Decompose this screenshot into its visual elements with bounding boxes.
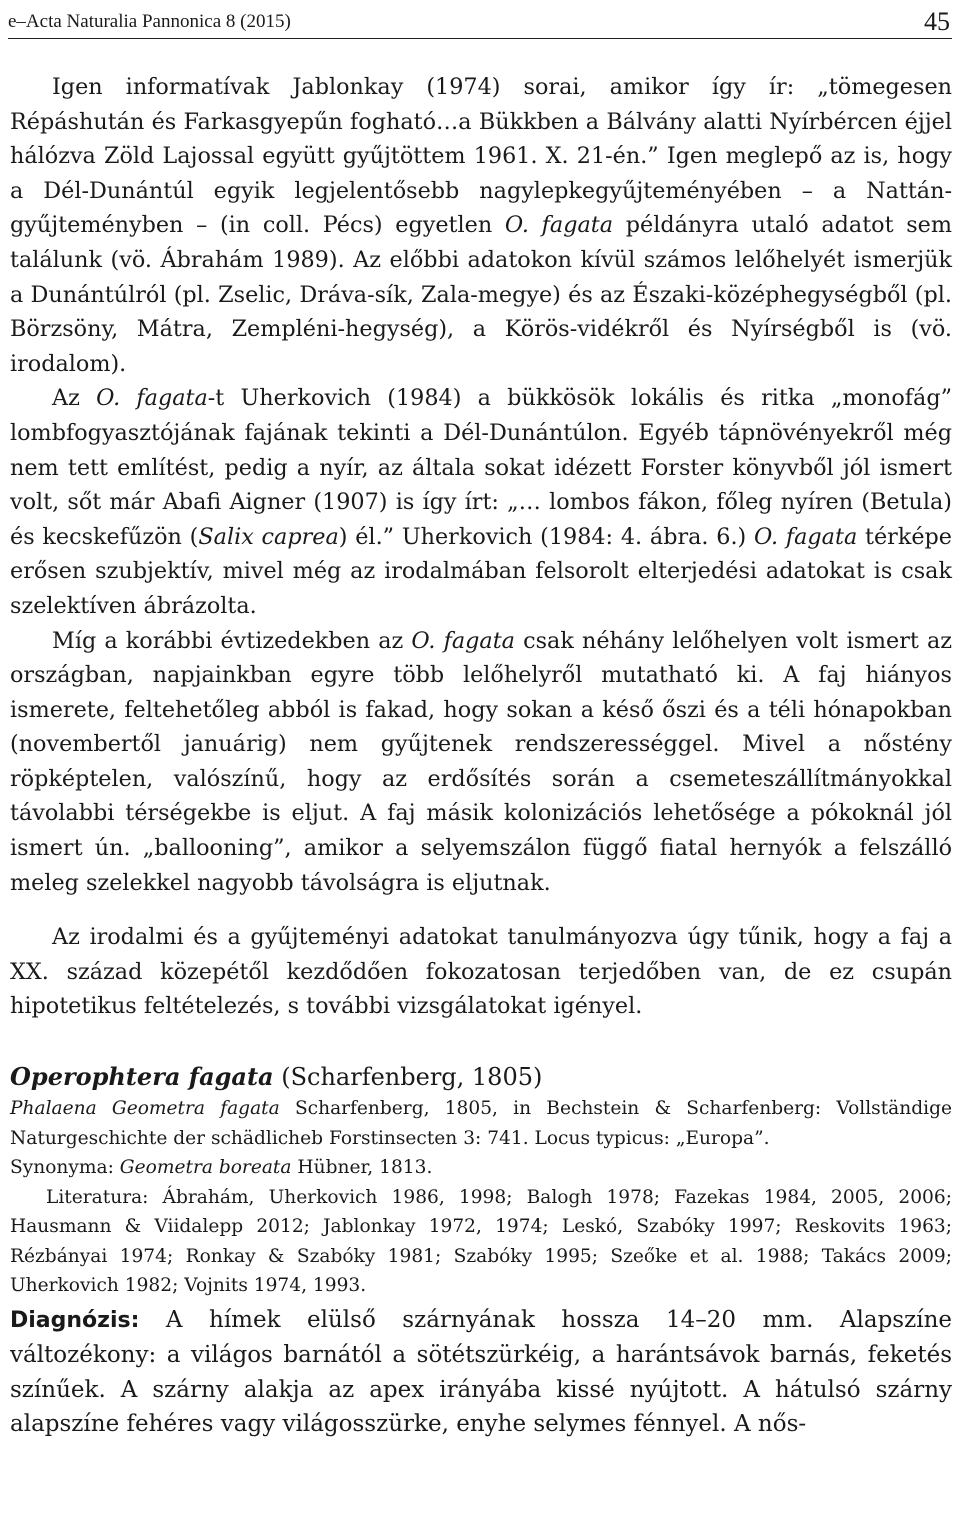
text-run: -t Uherkovich (1984) a bükkösök lokális és ritka „monofág” lombfogyasztójának fajának tekinti a Dél-Dunántúlon. Egyéb tápnövényekről még nem tett említést, pedig a nyír, az általa sokat idézett Forster könyvből jól ismert volt, sőt már Abafi Aigner (1907) is így írt: „… lombos fákon, főleg nyíren (Betula) és kecskefűzön (: [10, 385, 952, 550]
text-run: Az: [52, 385, 97, 412]
species-italic: O. fagata: [754, 523, 858, 550]
page-number: 45: [924, 7, 950, 36]
original-description: [10, 1094, 952, 1153]
synonym-italic: Geometra boreata: [119, 1157, 292, 1179]
text-run: csak néhány lelőhelyen volt ismert az országban, napjainkban egyre több lelőhelyről mutatható ki. A faj hiányos ismerete, feltehetőleg abból is fakad, hogy sokan a késő őszi és a téli hónapokban (novembertől januárig) nem gyűjtenek rendszerességgel. Mivel a nőstény röpképtelen, valószínű, hogy az erdősítés során a csemeteszállítmányokkal távolabbi térségekbe is eljut. A faj másik kolonizációs lehetősége a pókoknál jól ismert ún. „ballooning”, amikor a selyemszálon függő fiatal hernyók a felszálló meleg szelekkel nagyobb távolságra is eljutnak.: [10, 627, 953, 896]
paragraph-3: [10, 624, 952, 901]
article-body: [10, 70, 952, 1442]
text-run: Igen informatívak Jablonkay (1974) sorai, amikor így ír: „tömegesen Répáshután és Farkasgyepűn fogható…a Bükkben a Bálvány alatti Nyírbércen éjjel hálózva Zöld Lajossal együtt gyűjtöttem 1961. X. 21-én.” Igen meglepő az is, hogy a Dél-Dunántúl egyik legjelentősebb nagylepkegyűjteményében – a Nattán-gyűjteményben – (in coll. Pécs) egyetlen: [10, 74, 952, 239]
text-run: ) él.” Uherkovich (1984: 4. ábra. 6.): [338, 523, 755, 550]
paragraph-1: [10, 70, 952, 381]
paragraph-2: [10, 381, 952, 623]
synonyms: [10, 1153, 952, 1183]
diagnosis: [10, 1303, 952, 1442]
species-heading: [10, 1060, 952, 1094]
species-italic: O. fagata: [96, 385, 208, 412]
text-run: Az irodalmi és a gyűjteményi adatokat tanulmányozva úgy tűnik, hogy a faj a XX. század közepétől kezdődően fokozatosan terjedőben van, de ez csupán hipotetikus feltételezés, s további vizsgálatokat igényel.: [10, 924, 952, 1020]
text-run: térképe erősen szubjektív, mivel még az irodalmában felsorolt elterjedési adatokat is csak szelektíven ábrázolta.: [10, 523, 952, 619]
species-italic: O. fagata: [504, 212, 614, 239]
text-run: Hübner, 1813.: [291, 1157, 433, 1179]
literature: Literatura: Ábrahám, Uherkovich 1986, 1998; Balogh 1978; Fazekas 1984, 2005, 2006; Hausmann & Viidalepp 2012; Jablonkay 1972, 1974; Leskó, Szabóky 1997; Reskovits 1963; Rézbányai 1974; Ronkay & Szabóky 1981; Szabóky 1995; Szeőke et al. 1988; Takács 2009; Uherkovich 1982; Vojnits 1974, 1993.: [10, 1186, 952, 1297]
species-name: Operophtera fagata: [10, 1062, 274, 1092]
original-name-italic: Phalaena Geometra fagata: [10, 1098, 280, 1120]
species-italic: O. fagata: [411, 627, 515, 654]
running-header: [8, 6, 952, 39]
species-author: (Scharfenberg, 1805): [273, 1063, 543, 1092]
journal-title: e–Acta Naturalia Pannonica 8 (2015): [8, 11, 291, 32]
diagnosis-label: Diagnózis:: [10, 1307, 140, 1333]
text-run: Synonyma:: [10, 1157, 120, 1179]
text-run: A hímek elülső szárnyának hossza 14–20 mm. Alapszíne változékony: a világos barnától a sötétszürkéig, a harántsávok barnás, feketés színűek. A szárny alakja az apex irányába kissé nyújtott. A hátulsó szárny alapszíne fehéres vagy világosszürke, enyhe selymes fénnyel. A nős-: [10, 1306, 952, 1438]
species-italic: Salix caprea: [198, 523, 339, 550]
text-run: Míg a korábbi évtizedekben az: [52, 627, 412, 654]
text-run: Scharfenberg, 1805, in Bechstein & Scharfenberg: Vollständige Naturgeschichte der schädlicheb Forstinsecten 3: 741. Locus typicus: „Europa”.: [10, 1098, 953, 1149]
paragraph-4: [10, 920, 952, 1024]
text-run: példányra utaló adatot sem találunk (vö. Ábrahám 1989). Az előbbi adatokon kívül számos lelőhelyét ismerjük a Dunántúlról (pl. Zselic, Dráva-sík, Zala-megye) és az Északi-középhegységből (pl. Börzsöny, Mátra, Zempléni-hegység), a Körös-vidékről és Nyírségből is (vö. irodalom).: [10, 212, 953, 377]
